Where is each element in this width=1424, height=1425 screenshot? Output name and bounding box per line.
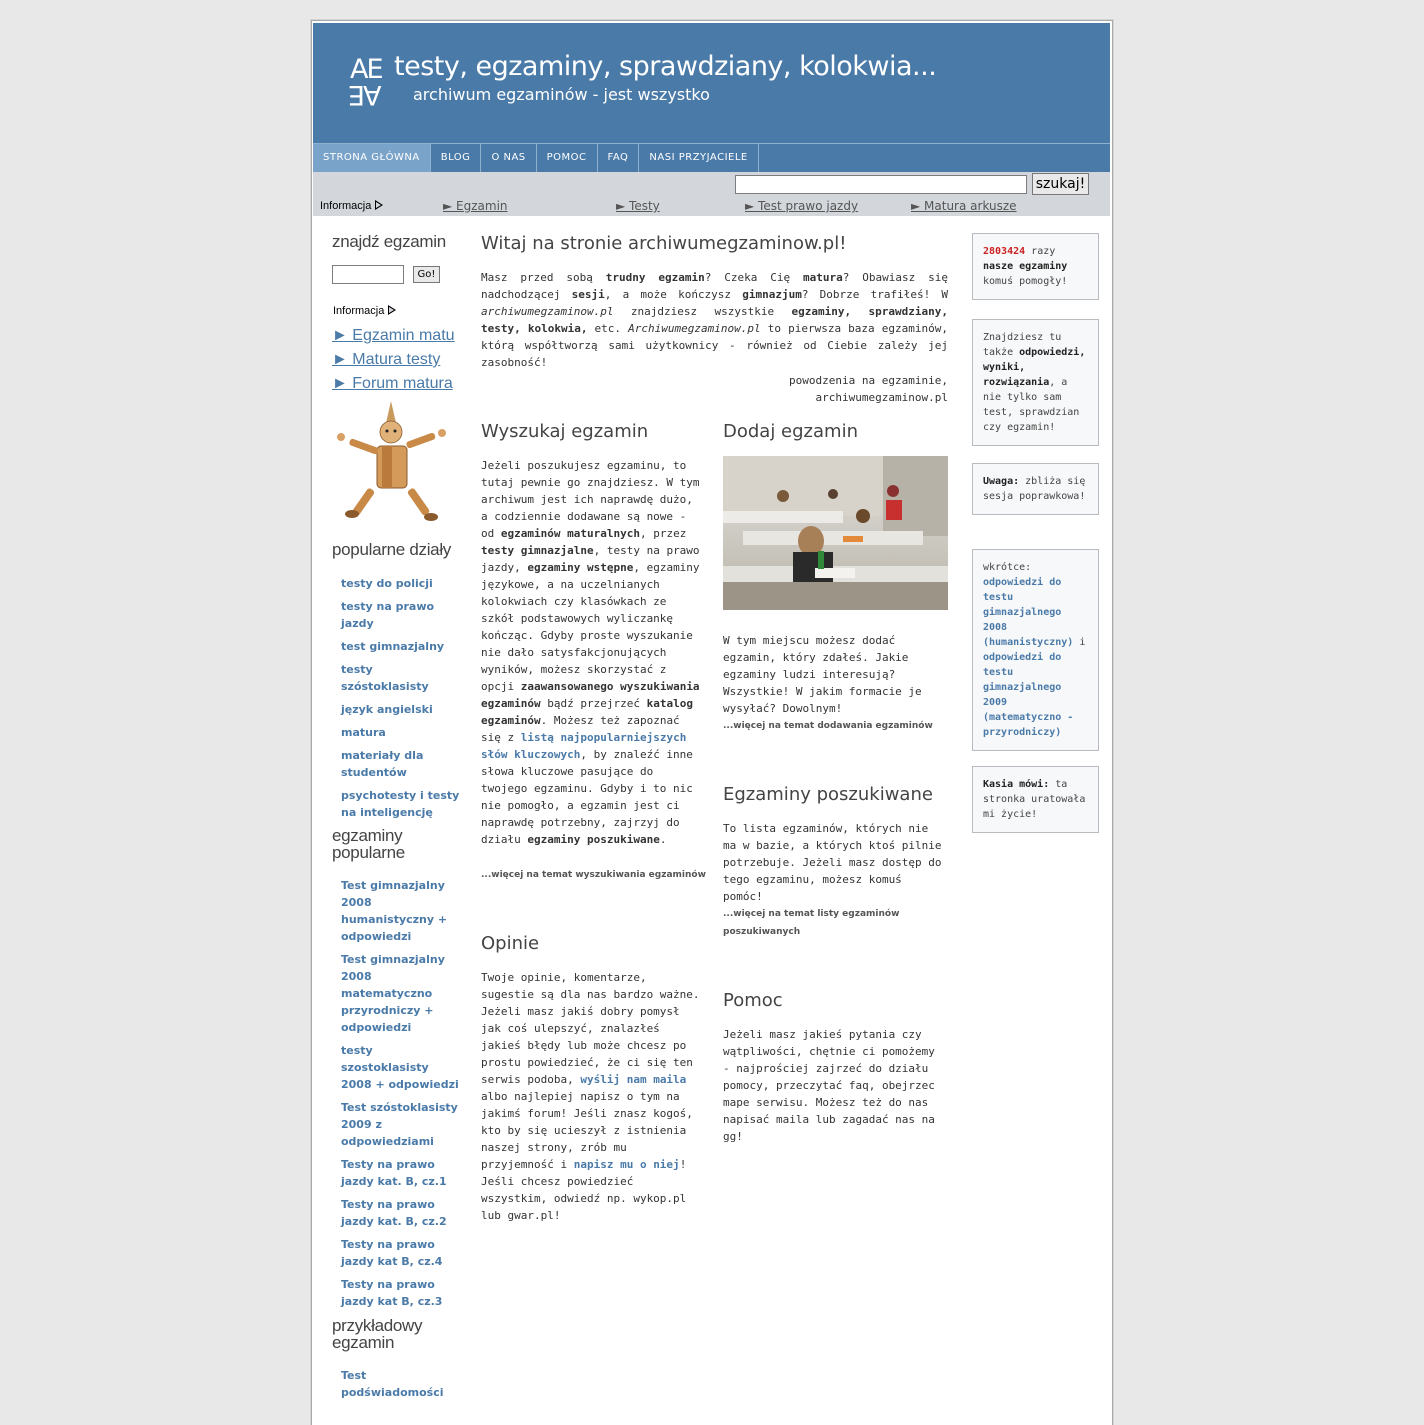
site-logo[interactable] (350, 54, 390, 110)
sidebar-ad-info-label[interactable] (333, 305, 396, 317)
ad-info-label[interactable] (320, 200, 383, 212)
nav-help[interactable]: POMOC (537, 144, 598, 172)
site-title: testy, egzaminy, sprawdziany, kolokwia... (394, 51, 937, 82)
sidebar-link[interactable]: Testy na prawo jazdy kat. B, cz.1 (341, 1158, 447, 1188)
sidebar-link[interactable]: Testy na prawo jazdy kat B, cz.3 (341, 1278, 443, 1308)
popular-exams-list (341, 877, 461, 1316)
sidebar-link[interactable]: matura (341, 726, 386, 739)
ad-link-matura-arkusze[interactable]: ► Matura arkusze (911, 199, 1017, 213)
sidebar-link[interactable]: Test podświadomości (341, 1369, 444, 1399)
counter-value: 2803424 (983, 246, 1026, 257)
sidebar-ad-info-text: Informacja (333, 305, 385, 317)
popular-sections-list (341, 575, 461, 827)
ad-choices-icon (375, 200, 383, 210)
top-search-input[interactable] (735, 175, 1027, 194)
ad-link-testy[interactable]: ► Testy (616, 199, 660, 213)
nav-home[interactable]: STRONA GŁÓWNA (313, 144, 431, 172)
add-more-link[interactable]: ...więcej na temat dodawania egzaminów (723, 721, 933, 731)
sidebar-link[interactable]: Testy na prawo jazdy kat. B, cz.2 (341, 1198, 447, 1228)
sidebar-go-button[interactable]: Go! (413, 266, 440, 283)
sidebar-search-input[interactable] (332, 265, 404, 284)
welcome-title: Witaj na stronie archiwumegzaminow.pl! (481, 233, 847, 254)
send-mail-link[interactable]: wyślij nam maila (580, 1073, 687, 1086)
write-about-us-link[interactable]: napisz mu o niej (573, 1158, 680, 1171)
page-container (311, 20, 1113, 1425)
wanted-exams-text: To lista egzaminów, których nie ma w bazie, a których ktoś pilnie potrzebuje. Jeżeli masz dostęp do tego egzaminu, możesz komuś pomóc! (723, 822, 942, 903)
welcome-signature: powodzenia na egzaminie, archiwumegzaminow.pl (789, 374, 948, 404)
site-header (313, 23, 1110, 143)
sidebar-link[interactable]: materiały dla studentów (341, 749, 424, 779)
nav-about[interactable]: O NAS (481, 144, 536, 172)
nav-blog[interactable]: BLOG (431, 144, 482, 172)
sidebar-ad-choices-icon (388, 305, 396, 315)
welcome-text: Masz przed sobą trudny egzamin? Czeka Cię matura? Obawiasz się nadchodzącej sesji, a może kończysz gimnazjum? Dobrze trafiłeś! W archiwumegzaminow.pl znajdziesz wszystkie egzaminy, sprawdziany, testy, kolokwia, etc. Archiwumegzaminow.pl to pierwsza baza egzaminów, którą współtworzą sami użytkownicy - również od Ciebie zależy jej zasobność! (481, 271, 948, 369)
ad-search-bar (313, 172, 1110, 216)
notice-box: Uwaga: zbliża się sesja poprawkowa! (972, 463, 1099, 515)
opinions-text: Twoje opinie, komentarze, sugestie są dla nas bardzo ważne. Jeżeli masz jakiś dobry pomysł jak coś ulepszyć, znalazłeś jakieś błędy lub może chcesz po prostu powiedzieć, że ci się ten serwis podoba, wyślij nam maila albo najlepiej napisz o tym na jakimś forum! Jeśli znasz kogoś, kto by się ucieszył z istnienia naszej strony, zrób mu przyjemność i napisz mu o niej! Jeśli chcesz powiedzieć wszystkim, odwiedź np. wykop.pl lub gwar.pl! (481, 971, 700, 1222)
sidebar-link[interactable]: psychotesty i testy na inteligencję (341, 789, 460, 819)
keywords-link[interactable]: listą najpopularniejszych słów kluczowych (481, 731, 687, 761)
help-title: Pomoc (723, 990, 783, 1011)
nav-friends[interactable]: NASI PRZYJACIELE (639, 144, 758, 172)
sidebar-link[interactable]: testy szóstoklasisty (341, 663, 429, 693)
coming-soon-link-2[interactable]: odpowiedzi do testu gimnazjalnego 2009 (matematyczno - przyrodniczy) (983, 652, 1074, 738)
sidebar-link[interactable]: Test gimnazjalny 2008 humanistyczny + odpowiedzi (341, 879, 448, 943)
ad-link-test-prawo-jazdy[interactable]: ► Test prawo jazdy (745, 199, 859, 213)
sidebar-link[interactable]: test gimnazjalny (341, 640, 445, 653)
sidebar-ad-link-egzamin-matu[interactable]: ► Egzamin matu (332, 327, 455, 344)
sidebar-link[interactable]: testy szostoklasisty 2008 + odpowiedzi (341, 1044, 459, 1091)
popular-sections-heading: popularne działy (332, 540, 452, 559)
wooden-puppet-mascot (334, 401, 449, 526)
search-exam-title: Wyszukaj egzamin (481, 421, 649, 442)
add-exam-title: Dodaj egzamin (723, 421, 858, 442)
sidebar-ad-link-matura-testy[interactable]: ► Matura testy (332, 351, 441, 368)
counter-box: 2803424 razy nasze egzaminy komuś pomogły! (972, 233, 1099, 300)
ad-info-text: Informacja (320, 200, 372, 212)
sidebar-link[interactable]: język angielski (341, 703, 433, 716)
coming-soon-link-1[interactable]: odpowiedzi do testu gimnazjalnego 2008 (humanistyczny) (983, 577, 1074, 648)
opinions-title: Opinie (481, 933, 540, 954)
search-more-link[interactable]: ...więcej na temat wyszukiwania egzaminów (481, 870, 706, 880)
logo-text-mirrored: AE (350, 79, 382, 110)
logo-text: AE (350, 54, 382, 85)
ad-link-egzamin[interactable]: ► Egzamin (443, 199, 508, 213)
find-exam-heading: znajdź egzamin (332, 232, 446, 251)
help-text: Jeżeli masz jakieś pytania czy wątpliwości, chętnie ci pomożemy - najprościej zajrzeć do działu pomocy, przeczytać faq, obejrzec mape serwisu. Możesz też do nas napisać maila lub zagadać nas na gg! (723, 1028, 935, 1143)
sidebar-link[interactable]: Test szóstoklasisty 2009 z odpowiedziami (341, 1101, 458, 1148)
sidebar-link[interactable]: testy do policji (341, 577, 433, 590)
sidebar-ad-link-forum-matura[interactable]: ► Forum matura (332, 375, 453, 392)
sidebar-link[interactable]: Test gimnazjalny 2008 matematyczno przyrodniczy + odpowiedzi (341, 953, 445, 1034)
site-subtitle: archiwum egzaminów - jest wszystko (413, 85, 710, 104)
sample-exam-list (341, 1367, 461, 1407)
search-exam-text: Jeżeli poszukujesz egzaminu, to tutaj pewnie go znajdziesz. W tym archiwum jest ich naprawdę dużo, a codziennie dodawane są nowe - od egzaminów maturalnych, przez testy gimnazjalne, testy na prawo jazdy, egzaminy wstępne, egzaminy językowe, a na uczelnianych kolokwiach czy klasówkach ze szkół podstawowych wyliczankę kończąc. Gdyby proste wyszukanie nie dało satysfakcjonujących wyników, możesz skorzystać z opcji zaawansowanego wyszukiwania egzaminów bądź przejrzeć katalog egzaminów. Możesz też zapoznać się z listą najpopularniejszych słów kluczowych, by znaleźć inne słowa kluczowe pasujące do twojego egzaminu. Gdyby i to nic nie pomogło, a egzamin jest ci naprawdę potrzebny, zajrzyj do działu egzaminy poszukiwane. (481, 459, 700, 846)
sidebar-link[interactable]: testy na prawo jazdy (341, 600, 435, 630)
exam-room-photo (723, 456, 948, 610)
nav-faq[interactable]: FAQ (598, 144, 640, 172)
answers-info-box: Znajdziesz tu także odpowiedzi, wyniki, rozwiązania, a nie tylko sam test, sprawdzian czy egzamin! (972, 319, 1099, 446)
main-nav (313, 143, 1110, 172)
wanted-more-link[interactable]: ...więcej na temat listy egzaminów poszukiwanych (723, 909, 900, 937)
sample-exam-heading: przykładowy egzamin (332, 1316, 423, 1352)
popular-exams-heading: egzaminy popularne (332, 826, 405, 862)
add-exam-text: W tym miejscu możesz dodać egzamin, który zdałeś. Jakie egzaminy ludzi interesują? Wszystkie! W jakim formacie je wysyłać? Dowolnym! (723, 634, 922, 715)
coming-soon-box: wkrótce: odpowiedzi do testu gimnazjalnego 2008 (humanistyczny) i odpowiedzi do testu gimnazjalnego 2009 (matematyczno - przyrodniczy) (972, 549, 1099, 751)
top-search-button[interactable]: szukaj! (1032, 173, 1089, 195)
sidebar-link[interactable]: Testy na prawo jazdy kat B, cz.4 (341, 1238, 443, 1268)
wanted-exams-title: Egzaminy poszukiwane (723, 784, 933, 805)
testimonial-box: Kasia mówi: ta stronka uratowała mi życie! (972, 766, 1099, 833)
